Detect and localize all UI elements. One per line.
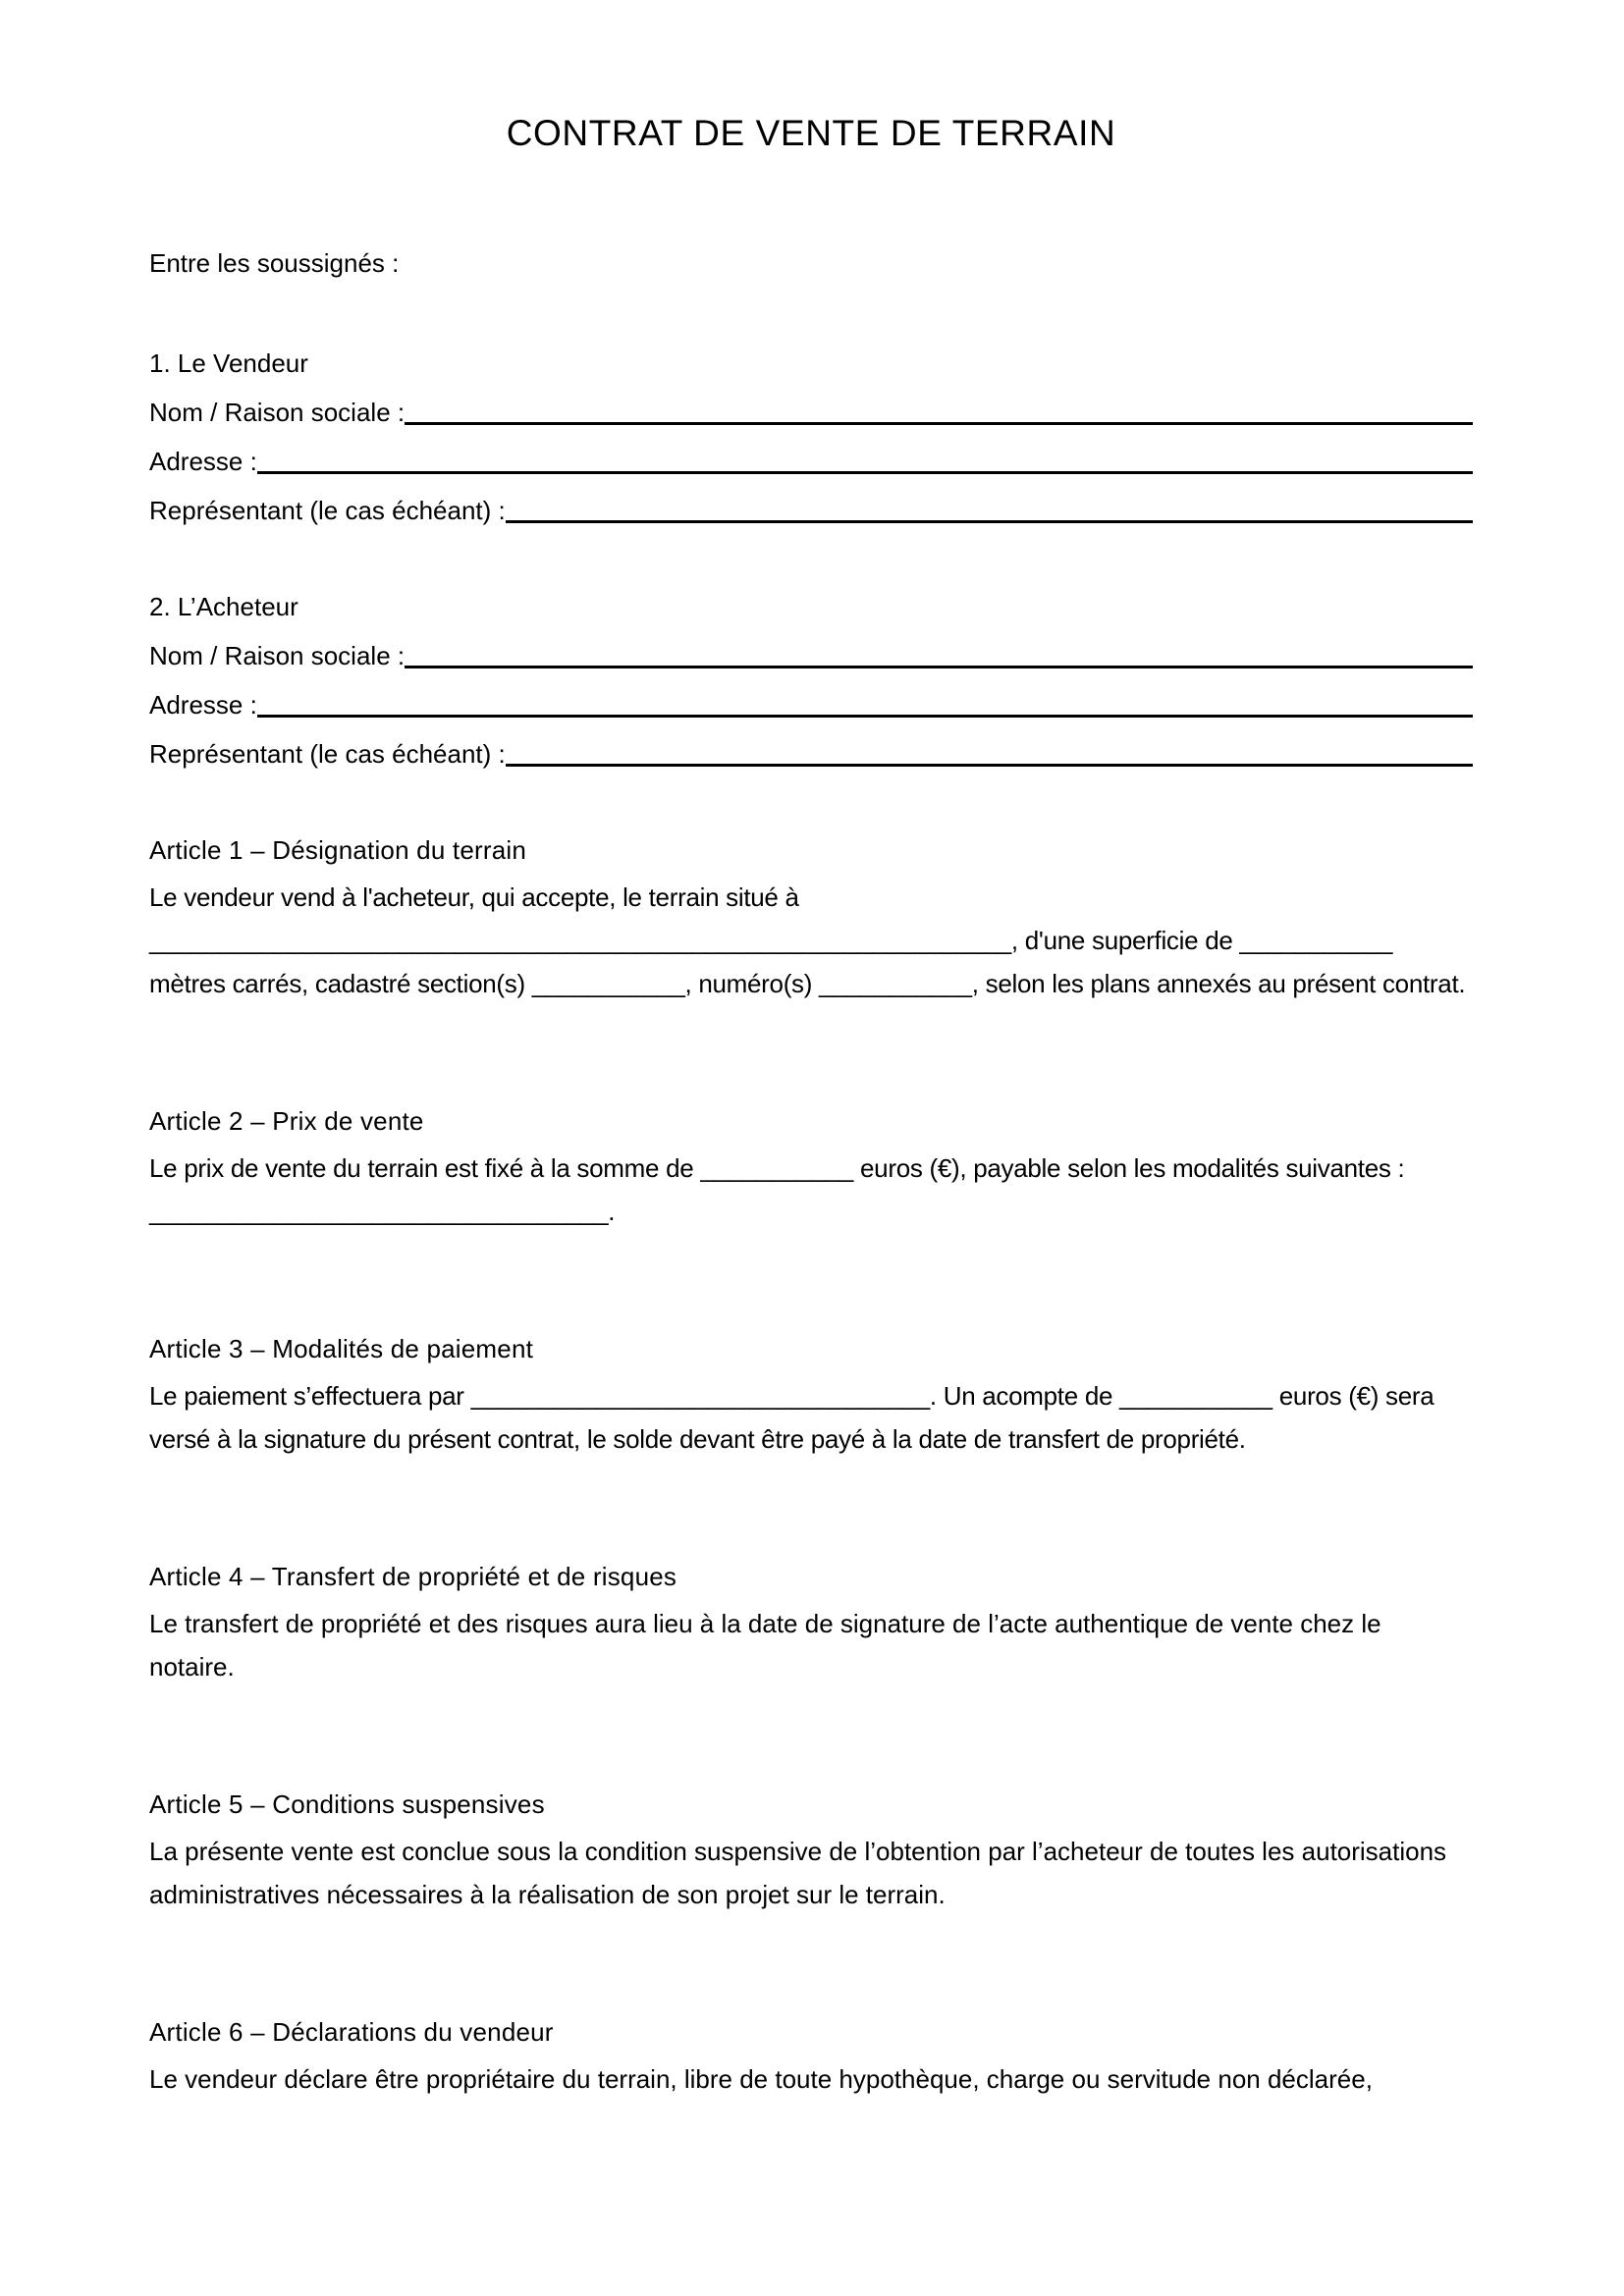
article-1-heading: Article 1 – Désignation du terrain — [149, 835, 527, 866]
article-2-heading: Article 2 – Prix de vente — [149, 1106, 424, 1137]
party-block-acheteur — [149, 585, 1473, 775]
field-label-vendeur-representant: Représentant (le cas échéant) : — [149, 496, 506, 526]
article-2 — [149, 1099, 1473, 1233]
article-3 — [149, 1327, 1473, 1461]
field-rule-vendeur-adresse[interactable] — [257, 471, 1473, 474]
field-label-vendeur-adresse: Adresse : — [149, 447, 257, 477]
field-label-vendeur-nom: Nom / Raison sociale : — [149, 398, 406, 428]
page-title: CONTRAT DE VENTE DE TERRAIN — [506, 113, 1116, 153]
party-block-vendeur — [149, 342, 1473, 532]
article-6 — [149, 2010, 1473, 2101]
field-row-acheteur-adresse[interactable] — [149, 683, 1473, 726]
article-5 — [149, 1783, 1473, 1916]
field-rule-vendeur-nom[interactable] — [405, 422, 1473, 425]
field-row-vendeur-adresse[interactable] — [149, 440, 1473, 483]
field-row-acheteur-representant[interactable] — [149, 732, 1473, 775]
field-label-acheteur-adresse: Adresse : — [149, 690, 257, 721]
article-5-heading: Article 5 – Conditions suspensives — [149, 1789, 545, 1820]
field-label-acheteur-nom: Nom / Raison sociale : — [149, 641, 406, 671]
field-row-acheteur-nom[interactable] — [149, 634, 1473, 677]
article-6-body: Le vendeur déclare être propriétaire du terrain, libre de toute hypothèque, charge ou servitude non déclarée, — [149, 2064, 1373, 2095]
field-rule-acheteur-representant[interactable] — [506, 764, 1473, 767]
field-label-acheteur-representant: Représentant (le cas échéant) : — [149, 739, 506, 770]
article-4-body: Le transfert de propriété et des risques aura lieu à la date de signature de l’acte authentique de vente chez le notaire. — [149, 1609, 1381, 1682]
article-5-body: La présente vente est conclue sous la condition suspensive de l’obtention par l’acheteur de toutes les autorisations administratives nécessaires à la réalisation de son projet sur le terrain. — [149, 1837, 1447, 1910]
article-3-body: Le paiement s’effectuera par _________________________________. Un acompte de ___________ euros (€) sera versé à la signature du présent contrat, le solde devant être payé à la date de transfert de propriété. — [149, 1381, 1435, 1455]
article-1 — [149, 828, 1473, 1005]
document-content — [149, 0, 1473, 2101]
article-6-heading: Article 6 – Déclarations du vendeur — [149, 2017, 554, 2048]
article-4-heading: Article 4 – Transfert de propriété et de risques — [149, 1562, 677, 1592]
field-rule-acheteur-nom[interactable] — [405, 666, 1473, 668]
article-3-heading: Article 3 – Modalités de paiement — [149, 1334, 534, 1364]
field-rule-acheteur-adresse[interactable] — [257, 715, 1473, 718]
field-row-vendeur-nom[interactable] — [149, 391, 1473, 434]
intro-line: Entre les soussignés : — [149, 248, 400, 279]
party-heading-acheteur: 2. L’Acheteur — [149, 592, 298, 622]
field-row-vendeur-representant[interactable] — [149, 489, 1473, 532]
party-heading-vendeur: 1. Le Vendeur — [149, 348, 308, 379]
article-2-body: Le prix de vente du terrain est fixé à la somme de ___________ euros (€), payable selon les modalités suivantes : _________________________________. — [149, 1153, 1405, 1227]
field-rule-vendeur-representant[interactable] — [506, 520, 1473, 523]
article-1-body: Le vendeur vend à l'acheteur, qui accepte, le terrain situé à ______________________________________________________________, d'une superficie de ___________ mètres carrés, cadastré section(s) ___________, numéro(s) ___________, selon les plans annexés au présent contrat. — [149, 882, 1466, 999]
article-4 — [149, 1555, 1473, 1688]
